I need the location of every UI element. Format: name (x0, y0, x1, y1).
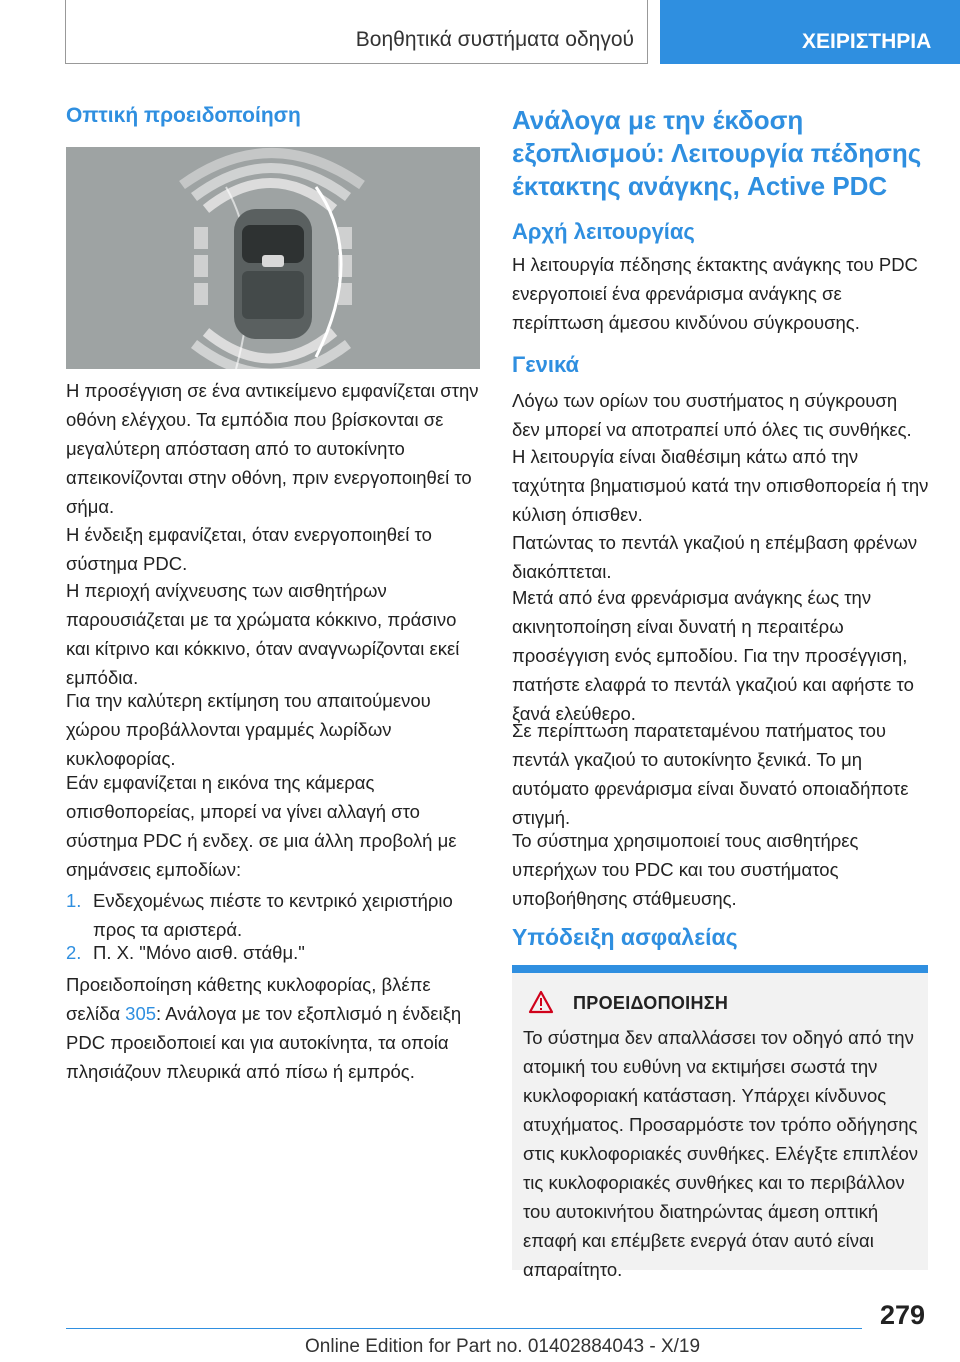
header-section-title: Βοηθητικά συστήματα οδηγού (355, 28, 634, 51)
general-paragraph-3: Πατώντας το πεντάλ γκαζιού η επέμβαση φρένων διακόπτεται. (512, 532, 918, 582)
warning-text: Το σύστημα δεν απαλλάσσει τον οδηγό από την ατομική του ευθύνη να εκτιμήσει σωστά την κυκλοφοριακή κατάσταση. Υπάρχει κίνδυνος ατυχήματος. Προσαρμόστε τον τρόπο οδήγησης στις κυκλοφοριακές συνθήκες. Ελέγξτε επιπλέον τις κυκλοφοριακές συνθήκες και το περιβάλλον του αυτοκινήτου διατηρώντας άμεση οπτική επαφή και επέμβετε ενεργά όταν αυτό είναι απαραίτητο. (523, 1027, 918, 1280)
principle-heading: Αρχή λειτουργίας (512, 219, 695, 244)
right-section-title: Ανάλογα με την έκδοση εξοπλισμού: Λειτουργία πέδησης έκτακτης ανάγκης, Active PDC (512, 105, 922, 201)
list-item-text: Π. Χ. "Μόνο αισθ. στάθμ." (93, 942, 305, 963)
warning-title: ΠΡΟΕΙΔΟΠΟΙΗΣΗ (573, 993, 729, 1013)
footer-edition: Online Edition for Part no. 01402884043 - X/19 (305, 1336, 701, 1357)
left-paragraph-1: Η προσέγγιση σε ένα αντικείμενο εμφανίζεται στην οθόνη ελέγχου. Τα εμπόδια που βρίσκονται σε μεγαλύτερη απόσταση από το αυτοκίνητο απεικονίζονται στην οθόνη, πριν ενεργοποιηθεί το σήμα. (66, 380, 479, 517)
list-item (66, 886, 482, 944)
header-chapter-tab[interactable]: ΧΕΙΡΙΣΤΗΡΙΑ (660, 0, 960, 64)
left-paragraph-5: Εάν εμφανίζεται η εικόνα της κάμερας οπισθοπορείας, μπορεί να γίνει αλλαγή στο σύστημα PDC ή ενδεχ. σε μια άλλη προβολή με σημάνσεις εμποδίων: (66, 772, 457, 880)
pdc-car-sensor-graphic (66, 147, 480, 369)
left-paragraph-4: Για την καλύτερη εκτίμηση του απαιτούμενου χώρου προβάλλονται γραμμές λωρίδων κυκλοφορίας. (66, 690, 431, 769)
list-item (66, 938, 482, 967)
page-reference-link[interactable]: 305 (125, 1003, 157, 1024)
general-heading: Γενικά (512, 352, 580, 377)
left-section-title: Οπτική προειδοποίηση (66, 104, 301, 127)
ref-text-before: Προειδοποίηση κάθετης κυκλοφορίας, βλέπε σελίδα (66, 974, 431, 1024)
general-paragraph-2: Η λειτουργία είναι διαθέσιμη κάτω από την ταχύτητα βηματισμού κατά την οπισθοπορεία ή την κύλιση όπισθεν. (512, 446, 929, 525)
warning-triangle-icon (528, 990, 554, 1014)
general-paragraph-5: Σε περίπτωση παρατεταμένου πατήματος του πεντάλ γκαζιού το αυτοκίνητο ξενικά. Το μη αυτόματο φρενάρισμα είναι δυνατό οποιαδήποτε στιγμή. (512, 720, 909, 828)
pdc-illustration (66, 147, 480, 369)
general-paragraph-4: Μετά από ένα φρενάρισμα ανάγκης έως την ακινητοποίηση είναι δυνατή η περαιτέρω προσέγγιση ενός εμποδίου. Για την προσέγγιση, πατήστε ελαφρά το πεντάλ γκαζιού και αφήστε το ξανά ελεύθερο. (512, 587, 914, 724)
footer-divider (66, 1328, 862, 1329)
safety-heading: Υπόδειξη ασφαλείας (512, 924, 738, 950)
list-item-text: Ενδεχομένως πιέστε το κεντρικό χειριστήριο προς τα αριστερά. (93, 890, 453, 940)
left-paragraph-3: Η περιοχή ανίχνευσης των αισθητήρων παρουσιάζεται με τα χρώματα κόκκινο, πράσινο και κίτρινο και κόκκινο, όταν αναγνωρίζονται εκεί εμπόδια. (66, 580, 460, 688)
list-number: 2. (66, 942, 82, 963)
general-paragraph-6: Το σύστημα χρησιμοποιεί τους αισθητήρες υπερήχων του PDC και του συστήματος υποβοήθησης στάθμευσης. (512, 830, 859, 909)
principle-paragraph: Η λειτουργία πέδησης έκτακτης ανάγκης του PDC ενεργοποιεί ένα φρενάρισμα ανάγκης σε περίπτωση άμεσου κινδύνου σύγκρουσης. (512, 254, 918, 333)
left-paragraph-2: Η ένδειξη εμφανίζεται, όταν ενεργοποιηθεί το σύστημα PDC. (66, 524, 432, 574)
list-number: 1. (66, 890, 82, 911)
page-number: 279 (880, 1300, 926, 1330)
left-paragraph-reference (66, 970, 482, 1086)
ref-text-after: : Ανάλογα με τον εξοπλισμό η ένδειξη PDC προειδοποιεί και για αυτοκίνητα, τα οποία πλησιάζουν πλευρικά από πίσω ή εμπρός. (66, 1003, 462, 1082)
general-paragraph-1: Λόγω των ορίων του συστήματος η σύγκρουση δεν μπορεί να αποτραπεί υπό όλες τις συνθήκες. (512, 390, 912, 440)
